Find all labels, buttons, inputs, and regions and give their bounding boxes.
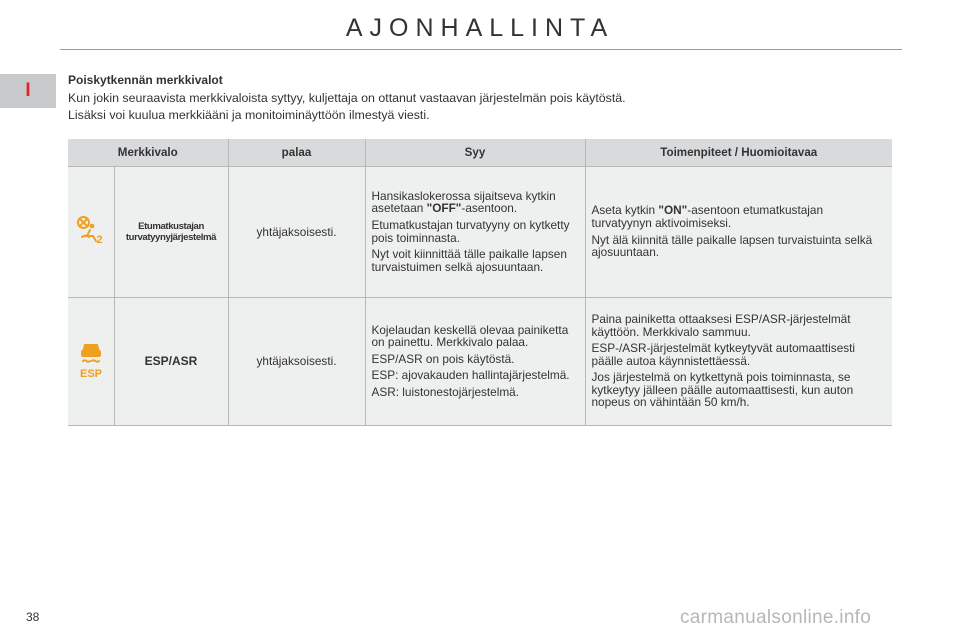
cause-text	[372, 190, 579, 215]
action-text-part: Aseta kytkin	[591, 203, 659, 218]
action-cell	[585, 166, 892, 297]
action-text	[592, 204, 887, 229]
cause-text: Kojelaudan keskellä olevaa painiketta on painettu. Merkkivalo palaa.	[371, 322, 569, 350]
cause-text: ESP: ajovakauden hallintajärjestelmä.	[371, 368, 570, 383]
cause-text-part: Hansikaslokerossa sijaitseva kytkin asetetaan	[371, 188, 556, 216]
table-header-row	[68, 139, 892, 166]
svg-text:2: 2	[96, 234, 103, 245]
header-lights: palaa	[228, 139, 365, 166]
lights-cell: yhtäjaksoisesti.	[228, 166, 365, 297]
passenger-airbag-off-icon	[76, 215, 106, 245]
intro-line: Kun jokin seuraavista merkkivaloista syttyy, kuljettaja on ottanut vastaavan järjestelmän pois käytöstä.	[68, 91, 626, 105]
action-cell	[585, 297, 892, 425]
cause-cell	[365, 297, 585, 425]
action-text: Paina painiketta ottaaksesi ESP/ASR-järjestelmät käyttöön. Merkkivalo sammuu.	[591, 311, 851, 339]
action-text: Nyt älä kiinnitä tälle paikalle lapsen turvaistuinta selkä ajosuuntaan.	[591, 232, 873, 260]
section-marker: I	[25, 80, 31, 101]
intro-line: Lisäksi voi kuulua merkkiääni ja monitoiminäyttöön ilmestyä viesti.	[68, 108, 430, 122]
header-lamp: Merkkivalo	[68, 139, 228, 166]
intro-text	[68, 90, 626, 124]
table-row	[68, 297, 892, 425]
title-divider	[60, 49, 902, 50]
section-heading: Poiskytkennän merkkivalot	[68, 73, 223, 87]
lamp-name: ESP/ASR	[144, 354, 198, 368]
header-action: Toimenpiteet / Huomioitavaa	[585, 139, 892, 166]
action-text-part: -asentoon etumatkustajan turvatyynyn aktivoimiseksi.	[591, 203, 824, 230]
table-row	[68, 166, 892, 297]
lights-cell: yhtäjaksoisesti.	[228, 297, 365, 425]
svg-text:ESP: ESP	[79, 367, 102, 380]
cause-text: Nyt voit kiinnittää tälle paikalle lapsen turvaistuimen selkä ajosuuntaan.	[371, 247, 567, 274]
page-title: AJONHALLINTA	[345, 14, 615, 42]
section-tab	[0, 74, 56, 108]
lamp-icon-cell	[68, 166, 114, 297]
lamp-name-line: turvatyynyjärjestelmä	[125, 231, 217, 243]
lamp-name-cell	[114, 297, 228, 425]
lamp-name-line: Etumatkustajan	[138, 220, 204, 232]
header-cause: Syy	[365, 139, 585, 166]
watermark: carmanualsonline.info	[680, 607, 872, 628]
action-text-emphasis: "ON"	[658, 203, 688, 218]
cause-cell	[365, 166, 585, 297]
lamp-name-cell	[114, 166, 228, 297]
page-number: 38	[26, 610, 40, 624]
cause-text-part: -asentoon.	[461, 201, 518, 216]
cause-text-emphasis: "OFF"	[426, 201, 462, 216]
action-text: Jos järjestelmä on kytkettynä pois toiminnasta, se kytkeytyy jälleen päälle automaattisesti, kun auton nopeus on vähintään 50 km/h.	[591, 370, 854, 410]
lamp-icon-cell	[68, 297, 114, 425]
action-text: ESP-/ASR-järjestelmät kytkeytyvät automaattisesti päälle autoa käynnistettäessä.	[591, 341, 856, 368]
warning-lamp-table	[68, 139, 892, 426]
cause-text: ESP/ASR on pois käytöstä.	[371, 351, 515, 366]
cause-text: ASR: luistonestojärjestelmä.	[371, 384, 520, 399]
cause-text: Etumatkustajan turvatyyny on kytketty pois toiminnasta.	[371, 217, 570, 245]
esp-off-icon	[77, 340, 105, 380]
